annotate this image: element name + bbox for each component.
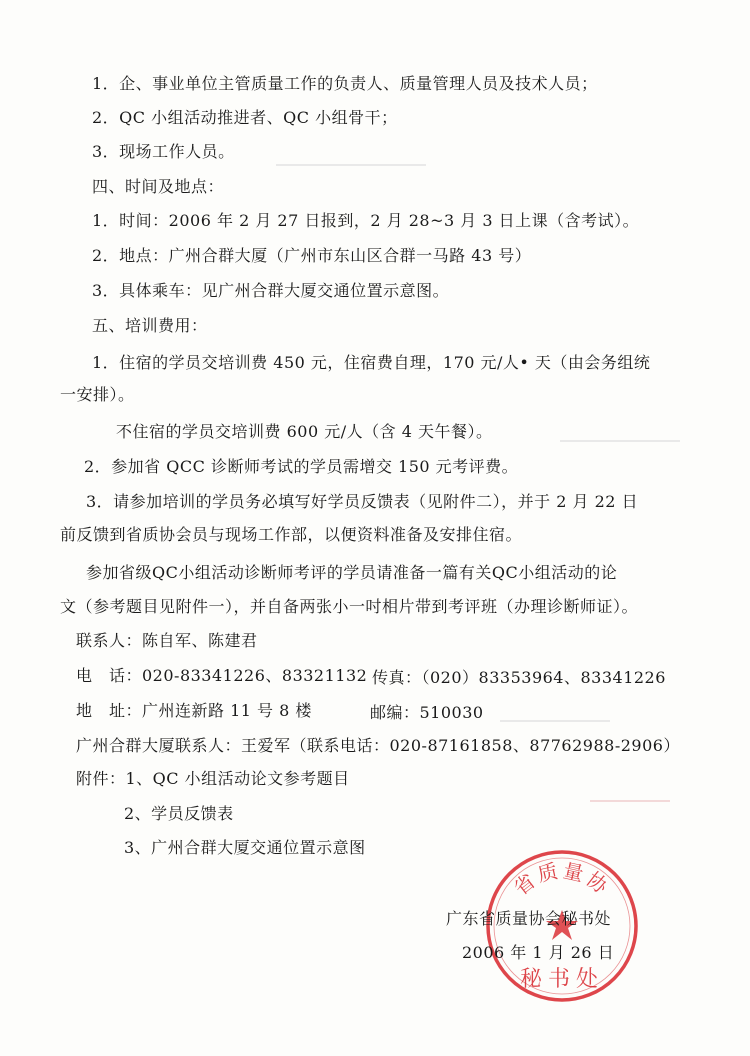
body-line: 3．现场工作人员。 — [92, 142, 235, 161]
body-line: 一安排）。 — [60, 385, 135, 404]
body-line: 文（参考题目见附件一），并自备两张小一吋相片带到考评班（办理诊断师证）。 — [60, 597, 639, 616]
signature-date: 2006 年 1 月 26 日 — [462, 943, 615, 962]
phone-line: 电 话：020-83341226、83321132 — [76, 666, 368, 685]
scan-artifact — [560, 440, 680, 442]
section-heading: 四、时间及地点： — [92, 177, 225, 196]
body-line: 3．请参加培训的学员务必填写好学员反馈表（见附件二），并于 2 月 22 日 — [86, 492, 639, 511]
scan-artifact — [500, 720, 610, 722]
body-line: 1．企、事业单位主管质量工作的负责人、质量管理人员及技术人员； — [92, 74, 598, 93]
fax-line: 传真：（020）83353964、83341226 — [372, 668, 666, 687]
attachment-item: 附件：1、QC 小组活动论文参考题目 — [76, 769, 350, 788]
body-line: 前反馈到省质协会员与现场工作部，以便资料准备及安排住宿。 — [60, 525, 523, 544]
svg-text:秘书处: 秘书处 — [519, 967, 605, 992]
scan-artifact — [590, 800, 670, 802]
attachment-item: 2、学员反馈表 — [124, 804, 234, 823]
attachment-item: 3、广州合群大厦交通位置示意图 — [124, 838, 366, 857]
section-heading: 五、培训费用： — [92, 316, 208, 335]
hotel-contact-line: 广州合群大厦联系人：王爱军（联系电话：020-87161858、87762988-2906） — [76, 736, 680, 755]
body-line: 2．QC 小组活动推进者、QC 小组骨干； — [92, 108, 398, 127]
scan-artifact — [276, 164, 426, 166]
contact-person: 联系人：陈自军、陈建君 — [76, 631, 258, 650]
body-line: 3．具体乘车：见广州合群大厦交通位置示意图。 — [92, 281, 450, 300]
body-line: 1．时间：2006 年 2 月 27 日报到，2 月 28~3 月 3 日上课（含考试）。 — [92, 211, 640, 230]
postcode-line: 邮编：510030 — [370, 703, 484, 722]
body-line: 2．参加省 QCC 诊断师考试的学员需增交 150 元考评费。 — [84, 457, 519, 476]
body-line: 2．地点：广州合群大厦（广州市东山区合群一马路 43 号） — [92, 246, 532, 265]
svg-text:省质量协: 省质量协 — [509, 858, 615, 901]
signature-org: 广东省质量协会秘书处 — [446, 909, 612, 928]
body-line: 不住宿的学员交培训费 600 元/人（含 4 天午餐）。 — [116, 422, 493, 441]
body-line: 1．住宿的学员交培训费 450 元，住宿费自理，170 元/人• 天（由会务组统 — [92, 353, 651, 372]
body-line: 参加省级QC小组活动诊断师考评的学员请准备一篇有关QC小组活动的论 — [86, 563, 618, 582]
address-line: 地 址：广州连新路 11 号 8 楼 — [76, 701, 312, 720]
